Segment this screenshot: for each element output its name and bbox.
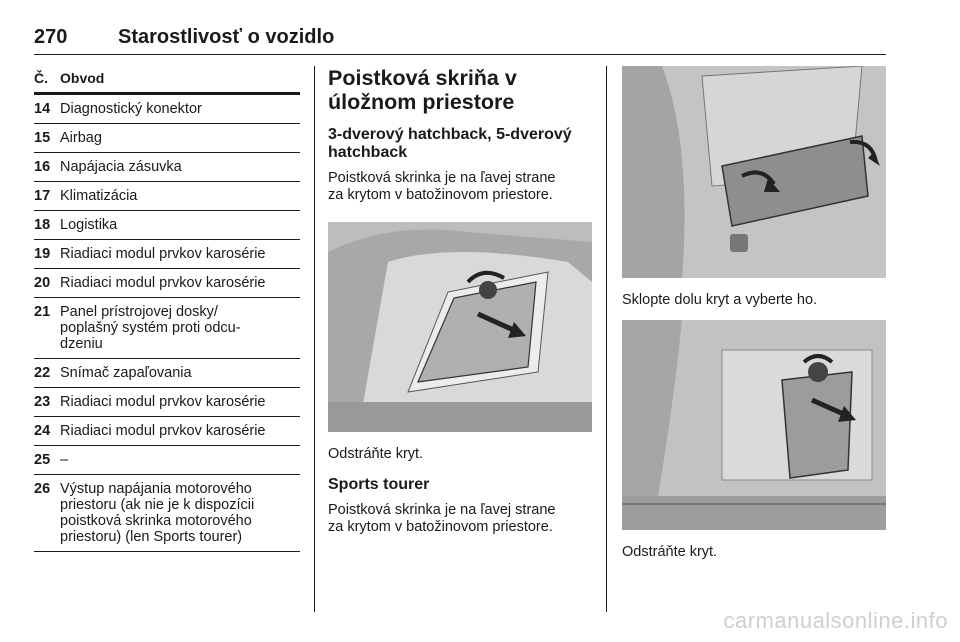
watermark: carmanualsonline.info (723, 608, 948, 633)
row-circuit: Panel prístrojovej dosky/ poplašný systém proti odcu- dzeniu (60, 304, 241, 352)
figure-hatchback-cover (328, 222, 592, 432)
row-number: 15 (34, 130, 51, 146)
row-number: 26 (34, 481, 51, 497)
table-row (34, 388, 300, 417)
col-num-header: Č. (34, 70, 48, 86)
table-row (34, 298, 300, 359)
table-body (34, 95, 300, 552)
row-circuit: Logistika (60, 217, 118, 233)
table-row (34, 124, 300, 153)
row-circuit: Riadiaci modul prvkov karosérie (60, 394, 266, 410)
middle-column (328, 66, 594, 204)
caption-sports-tourer: Odstráňte kryt. (622, 544, 718, 560)
row-number: 25 (34, 452, 51, 468)
subheading-sports-tourer: Sports tourer (328, 476, 430, 493)
table-header (34, 64, 300, 95)
column-divider (314, 66, 315, 612)
row-number: 14 (34, 101, 51, 117)
row-circuit: Airbag (60, 130, 102, 146)
table-row (34, 269, 300, 298)
table-row (34, 359, 300, 388)
column-divider (606, 66, 607, 612)
row-circuit: Klimatizácia (60, 188, 138, 204)
fuse-table (34, 64, 300, 552)
row-circuit: Riadiaci modul prvkov karosérie (60, 423, 266, 439)
figure-fold-cover (622, 66, 886, 278)
row-number: 17 (34, 188, 51, 204)
row-circuit: Snímač zapaľovania (60, 365, 192, 381)
paragraph-sports-tourer: Poistková skrinka je na ľavej strane za krytom v batožinovom priestore. (328, 502, 556, 535)
row-number: 23 (34, 394, 51, 410)
caption-fold-cover: Sklopte dolu kryt a vyberte ho. (622, 292, 818, 308)
table-row (34, 240, 300, 269)
row-number: 19 (34, 246, 51, 262)
table-row (34, 475, 300, 552)
table-row (34, 95, 300, 124)
table-row (34, 417, 300, 446)
page-number: 270 (34, 26, 68, 48)
table-row (34, 446, 300, 475)
row-circuit: Riadiaci modul prvkov karosérie (60, 246, 266, 262)
table-row (34, 182, 300, 211)
table-row (34, 153, 300, 182)
section-heading: Poistková skriňa v úložnom priestore (328, 66, 517, 114)
page-header (34, 24, 886, 55)
row-circuit: Diagnostický konektor (60, 101, 202, 117)
row-number: 18 (34, 217, 51, 233)
subheading-hatchback: 3-dverový hatchback, 5-dverový hatchback (328, 126, 572, 161)
page-title: Starostlivosť o vozidlo (118, 26, 335, 48)
row-circuit: Výstup napájania motorového priestoru (ak nie je k dispozícii poistková skrinka motorového priestoru) (len Sports tourer) (60, 481, 255, 545)
row-number: 21 (34, 304, 51, 320)
paragraph-hatchback: Poistková skrinka je na ľavej strane za krytom v batožinovom priestore. (328, 170, 556, 203)
col-circuit-header: Obvod (60, 70, 105, 86)
row-number: 16 (34, 159, 51, 175)
figure-sports-tourer-cover (622, 320, 886, 530)
table-row (34, 211, 300, 240)
row-number: 22 (34, 365, 51, 381)
caption-hatchback: Odstráňte kryt. (328, 446, 424, 462)
row-circuit: Riadiaci modul prvkov karosérie (60, 275, 266, 291)
row-number: 24 (34, 423, 51, 439)
row-circuit: Napájacia zásuvka (60, 159, 182, 175)
row-circuit: – (60, 452, 69, 468)
middle-column-sports (328, 476, 594, 536)
row-number: 20 (34, 275, 51, 291)
